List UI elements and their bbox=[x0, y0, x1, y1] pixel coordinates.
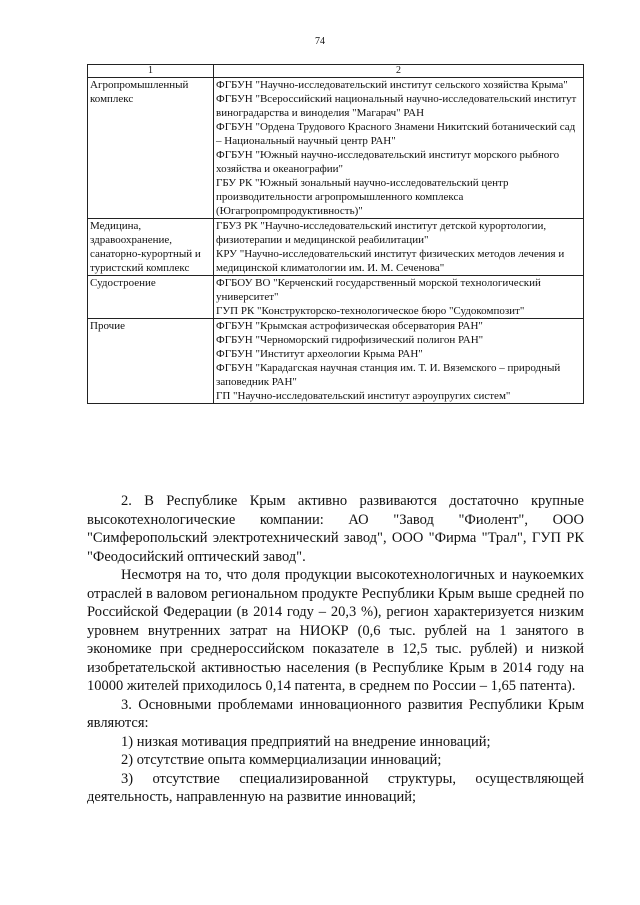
column-header-2: 2 bbox=[214, 65, 584, 78]
paragraph-problems: 3. Основными проблемами инновационного развития Республики Крым являются: bbox=[87, 696, 584, 731]
organizations-cell bbox=[214, 319, 584, 404]
organization: ФГБУН "Черноморский гидрофизический полигон РАН" bbox=[216, 334, 484, 346]
organization: ФГБОУ ВО "Керченский государственный морской технологический университет" bbox=[216, 277, 541, 303]
organizations-cell bbox=[214, 219, 584, 276]
organization: ФГБУН "Научно-исследовательский институт сельского хозяйства Крыма" bbox=[216, 79, 568, 91]
sector-cell: Агропромышленный комплекс bbox=[88, 78, 214, 219]
table-row bbox=[88, 319, 584, 404]
list-item: 2) отсутствие опыта коммерциализации инноваций; bbox=[121, 752, 442, 768]
organization: ГУП РК "Конструкторско-технологическое бюро "Судокомпозит" bbox=[216, 305, 525, 317]
paragraph-companies: 2. В Республике Крым активно развиваются достаточно крупные высокотехнологические компании: АО "Завод "Фиолент", ООО "Симферопольский электротехнический завод", ООО "Фирма "Трал", ГУП РК "Феодосийский оптический завод". bbox=[87, 493, 584, 565]
list-item: 3) отсутствие специализированной структуры, осуществляющей деятельность, направленную на развитие инноваций; bbox=[87, 770, 584, 805]
organization: ФГБУН "Карадагская научная станция им. Т. И. Вяземского – природный заповедник РАН" bbox=[216, 362, 561, 388]
table-row bbox=[88, 219, 584, 276]
organization: ФГБУН "Ордена Трудового Красного Знамени Никитский ботанический сад – Национальный научный центр РАН" bbox=[216, 121, 576, 147]
sector-cell: Прочие bbox=[88, 319, 214, 404]
organization: ГБУЗ РК "Научно-исследовательский институт детской курортологии, физиотерапии и медицинской реабилитации" bbox=[216, 220, 547, 246]
organizations-cell bbox=[214, 78, 584, 219]
table-row bbox=[88, 78, 584, 219]
organization: ФГБУН "Институт археологии Крыма РАН" bbox=[216, 348, 423, 360]
organization: ФГБУН "Южный научно-исследовательский институт морского рыбного хозяйства и океанографии" bbox=[216, 149, 560, 175]
paragraph-despite: Несмотря на то, что доля продукции высокотехнологичных и наукоемких отраслей в валовом региональном продукте Республики Крым выше средней по Российской Федерации (в 2014 году – 20,3 %), регион характеризуется низким уровнем внутренних затрат на НИОКР (0,6 тыс. рублей на 1 занятого в экономике при среднероссийском показателе в 12,5 тыс. рублей) и низкой изобретательской активностью населения (в Республике Крым в 2014 году на 10000 жителей приходилось 0,14 патента, в среднем по России – 1,65 патента). bbox=[87, 567, 584, 694]
organization: ГП "Научно-исследовательский институт аэроупругих систем" bbox=[216, 390, 511, 402]
organizations-cell bbox=[214, 276, 584, 319]
list-item: 1) низкая мотивация предприятий на внедрение инноваций; bbox=[121, 733, 491, 750]
sector-cell: Медицина, здравоохранение, санаторно-курортный и туристский комплекс bbox=[88, 219, 214, 276]
body-text bbox=[87, 492, 584, 807]
column-header-1: 1 bbox=[88, 65, 214, 78]
organization: КРУ "Научно-исследовательский институт физических методов лечения и медицинской климатологии им. И. М. Сеченова" bbox=[216, 248, 565, 274]
institutions-table bbox=[87, 64, 584, 404]
table-header-row bbox=[88, 65, 584, 78]
organization: ГБУ РК "Южный зональный научно-исследовательский центр производительности агропромышленного комплекса (Югагропромпродуктивность)" bbox=[216, 177, 509, 217]
organization: ФГБУН "Всероссийский национальный научно-исследовательский институт виноградарства и виноделия "Магарач" РАН bbox=[216, 93, 577, 119]
sector-cell: Судостроение bbox=[88, 276, 214, 319]
page-number: 74 bbox=[315, 36, 325, 47]
table-row bbox=[88, 276, 584, 319]
organization: ФГБУН "Крымская астрофизическая обсерватория РАН" bbox=[216, 320, 483, 332]
